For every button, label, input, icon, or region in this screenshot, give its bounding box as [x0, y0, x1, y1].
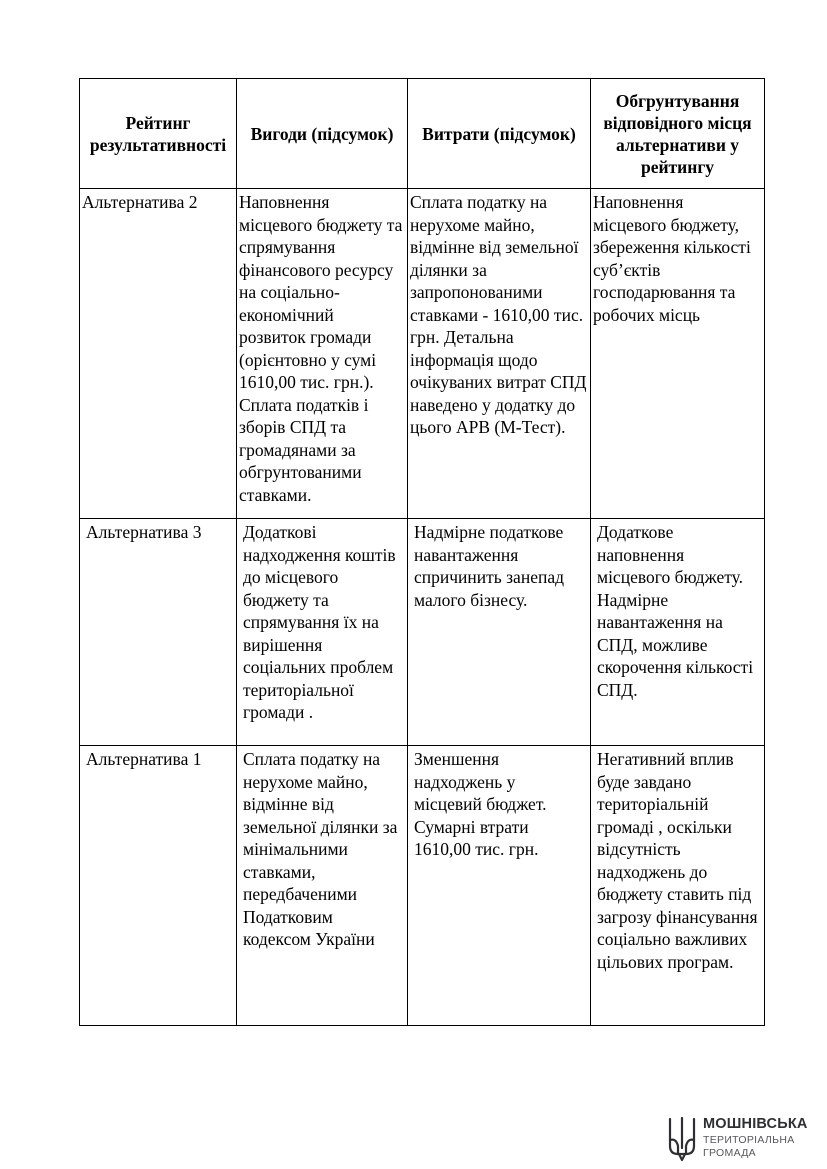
cell-benefits: Наповнення місцевого бюджету та спрямування фінансового ресурсу на соціально-економічний розвиток громади (орієнтовно у сумі 1610,00 тис. грн.). Сплата податків і зборів СПД та громадянами за обгрунтованими ставками.: [237, 189, 408, 519]
table-row: [80, 189, 765, 519]
cell-justification: Додаткове наповнення місцевого бюджету. Надмірне навантаження на СПД, можливе скорочення кількості СПД.: [591, 519, 765, 746]
logo-subtitle-2: ГРОМАДА: [703, 1147, 756, 1159]
table-row: [80, 519, 765, 746]
ria-ranking-table: [79, 78, 765, 1026]
logo-subtitle: ТЕРИТОРІАЛЬНА: [703, 1134, 795, 1146]
cell-rating: Альтернатива 3: [80, 519, 237, 746]
header-costs: Витрати (підсумок): [408, 79, 591, 189]
table-header-row: [80, 79, 765, 189]
trident-icon: [667, 1116, 697, 1162]
community-logo: [667, 1114, 817, 1162]
cell-costs: Зменшення надходжень у місцевий бюджет. Сумарні втрати 1610,00 тис. грн.: [408, 746, 591, 1026]
header-rating: Рейтинг результативності: [80, 79, 237, 189]
cell-rating: Альтернатива 2: [80, 189, 237, 519]
cell-costs: Сплата податку на нерухоме майно, відмінне від земельної ділянки за запропонованими ставками - 1610,00 тис. грн. Детальна інформація щодо очікуваних витрат СПД наведено у додатку до цього АРВ (М-Тест).: [408, 189, 591, 519]
cell-rating: Альтернатива 1: [80, 746, 237, 1026]
cell-justification: Негативний вплив буде завдано територіальній громаді , оскільки відсутність надходжень до бюджету ставить під загрозу фінансування соціально важливих цільових програм.: [591, 746, 765, 1026]
cell-benefits: Додаткові надходження коштів до місцевого бюджету та спрямування їх на вирішення соціальних проблем територіальної громади .: [237, 519, 408, 746]
cell-costs: Надмірне податкове навантаження спричинить занепад малого бізнесу.: [408, 519, 591, 746]
cell-justification: Наповнення місцевого бюджету, збереження кількості суб’єктів господарювання та робочих місць: [591, 189, 765, 519]
header-justification: Обгрунтування відповідного місця альтернативи у рейтингу: [591, 79, 765, 189]
table-row: [80, 746, 765, 1026]
header-benefits: Вигоди (підсумок): [237, 79, 408, 189]
logo-title: МОШНІВСЬКА: [703, 1116, 808, 1132]
cell-benefits: Сплата податку на нерухоме майно, відмінне від земельної ділянки за мінімальними ставками, передбаченими Податковим кодексом України: [237, 746, 408, 1026]
